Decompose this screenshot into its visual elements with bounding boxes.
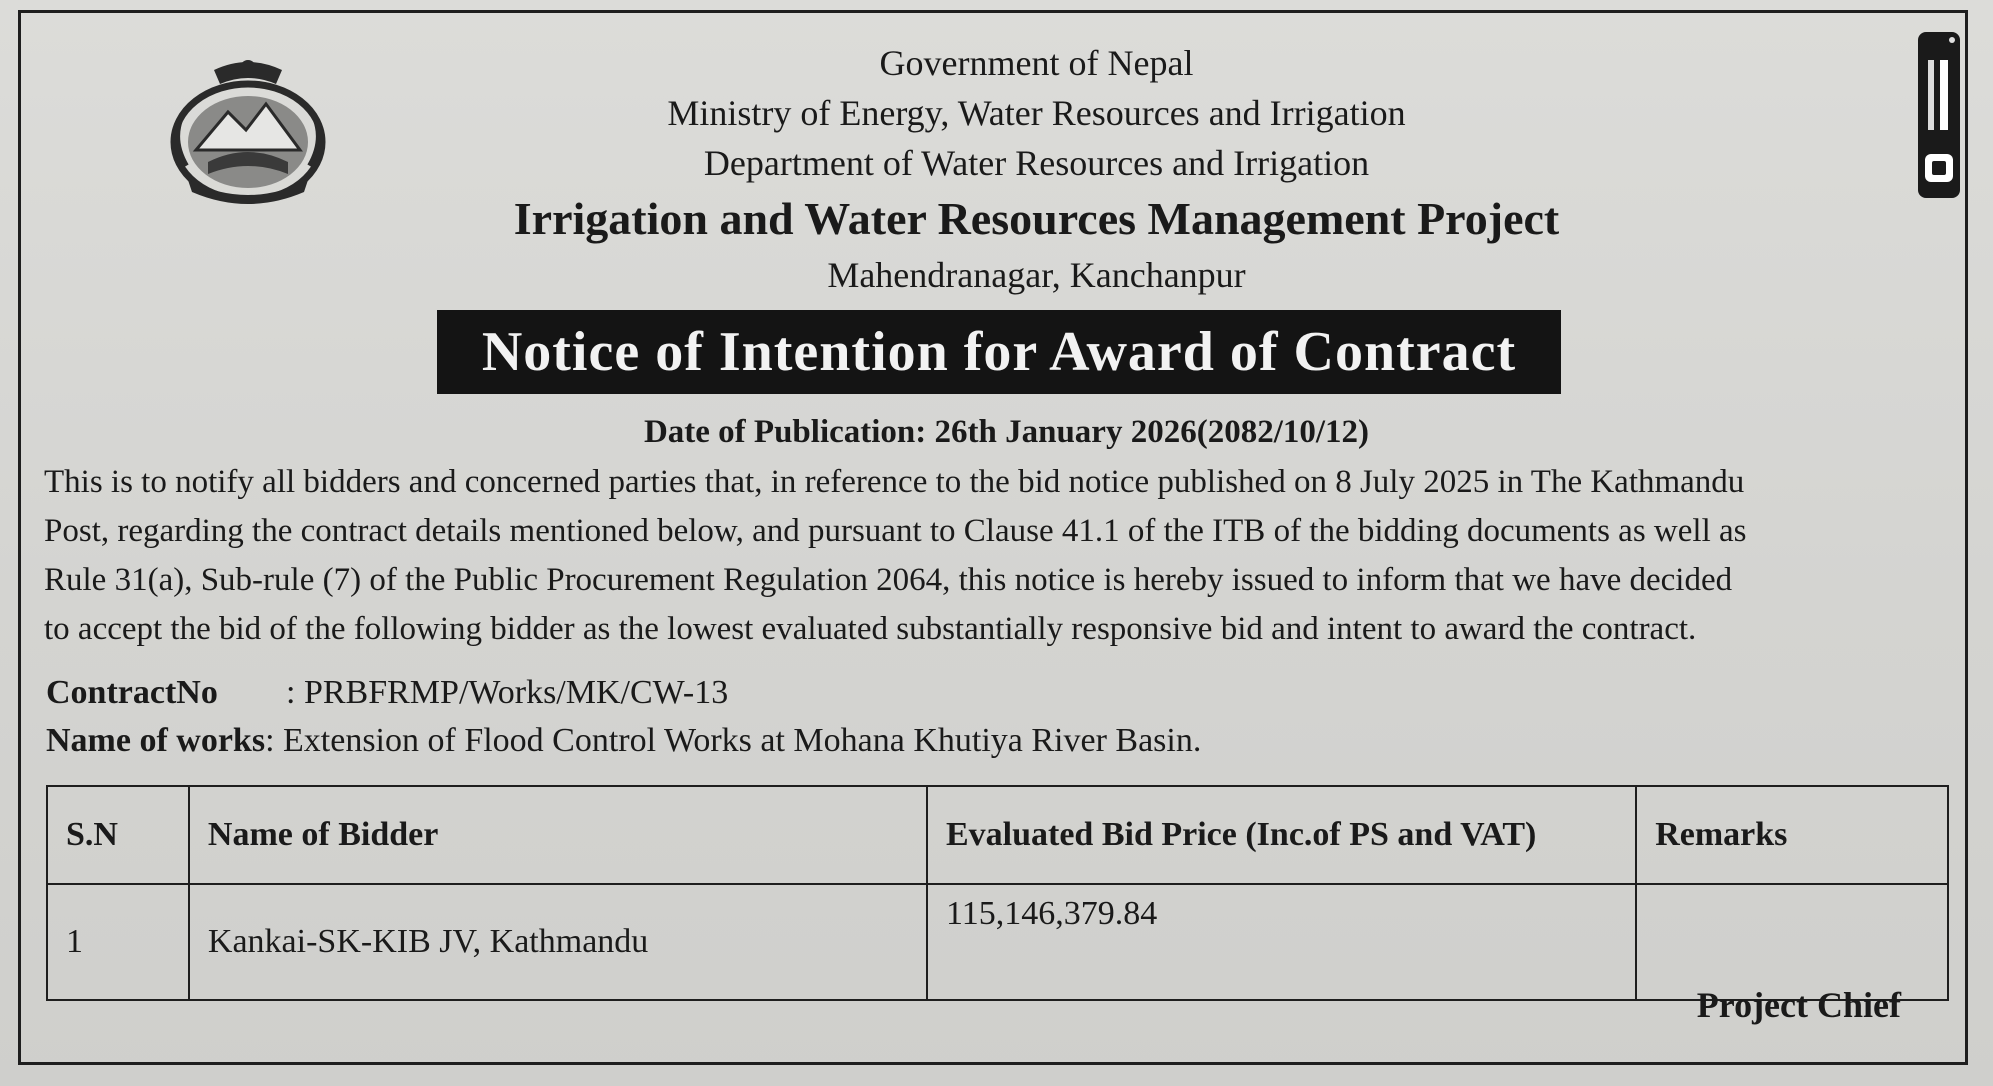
publication-date: Date of Publication: 26th January 2026(2082/10/12)	[643, 414, 1370, 450]
cell-bidder-name: Kankai-SK-KIB JV, Kathmandu	[189, 884, 927, 1000]
header-bid-price: Evaluated Bid Price (Inc.of PS and VAT)	[927, 786, 1636, 884]
name-of-works-field	[46, 722, 1201, 760]
project-name: Irrigation and Water Resources Management Project	[513, 193, 1560, 244]
scanner-app-badge-icon	[1916, 30, 1962, 200]
contract-number-label: ContractNo	[46, 674, 218, 711]
ministry-name: Ministry of Energy, Water Resources and Irrigation	[667, 93, 1406, 133]
header-remarks: Remarks	[1636, 786, 1948, 884]
body-line: This is to notify all bidders and concerned parties that, in reference to the bid notice published on 8 July 2025 in The Kathmandu	[44, 464, 1745, 500]
project-location: Mahendranagar, Kanchanpur	[827, 255, 1246, 295]
notice-body	[44, 458, 1974, 654]
department-name: Department of Water Resources and Irrigation	[703, 143, 1370, 183]
contract-number-field	[46, 674, 728, 712]
bidder-table	[46, 785, 1949, 1001]
body-line: Post, regarding the contract details mentioned below, and pursuant to Clause 41.1 of the ITB of the bidding documents as well as	[44, 513, 1747, 549]
government-name: Government of Nepal	[879, 43, 1194, 83]
cell-remarks	[1636, 884, 1948, 1000]
name-of-works-value: : Extension of Flood Control Works at Mohana Khutiya River Basin.	[265, 722, 1202, 759]
signatory-title: Project Chief	[1696, 985, 1901, 1025]
header-bidder-name: Name of Bidder	[189, 786, 927, 884]
header-sn: S.N	[47, 786, 189, 884]
table-row	[47, 884, 1948, 1000]
notice-title-banner: Notice of Intention for Award of Contract	[437, 310, 1561, 394]
body-line: to accept the bid of the following bidder as the lowest evaluated substantially responsive bid and intent to award the contract.	[44, 611, 1697, 647]
name-of-works-label: Name of works	[46, 722, 266, 759]
cell-sn: 1	[47, 884, 189, 1000]
contract-number-value: : PRBFRMP/Works/MK/CW-13	[286, 674, 729, 711]
body-line: Rule 31(a), Sub-rule (7) of the Public Procurement Regulation 2064, this notice is hereby issued to inform that we have decided	[44, 562, 1733, 598]
cell-bid-price: 115,146,379.84	[927, 884, 1636, 1000]
table-header-row	[47, 786, 1948, 884]
